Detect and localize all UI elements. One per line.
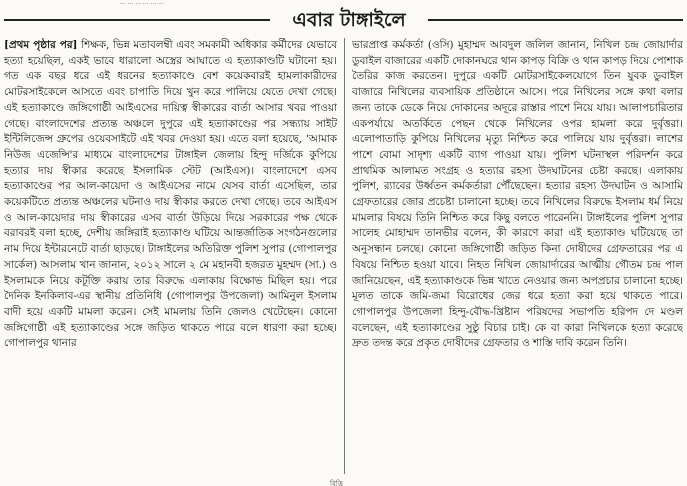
previous-article-strip [0, 0, 687, 6]
next-article-strip [0, 476, 687, 486]
article-column-right [352, 38, 683, 474]
next-article-text: বিত্তি [330, 480, 343, 486]
page-title: এবার টাঙ্গাইলে [292, 9, 406, 31]
headline-rule-right [428, 19, 683, 21]
headline-rule-left [4, 19, 270, 21]
article-column-left [4, 38, 337, 474]
left-column-text: শিক্ষক, ভিন্ন মতাবলম্বী এবং সমকামী অধিকার কর্মীদের যেভাবে হত্যা হয়েছিল, একই ভাবে ধারালো অস্ত্রের আঘাতে এ হত্যাকাণ্ডটি ঘটানো হয়। গত এক বছর ধরে এই ধরনের হত্যাকাণ্ডে বেশ কয়েকবারই হামলাকারীদের মোটরসাইকেলে আসতে এবং চাপাতি দিয়ে খুন করে পালিয়ে যেতে দেখা গেছে। এই হত্যাকাণ্ডে জঙ্গিগোষ্ঠী আইএসের দায়িত্ব স্বীকারের বার্তা আসার খবর পাওয়া গেছে। বাংলাদেশের প্রত্যন্ত অঞ্চলে দুপুরে এই হত্যাকাণ্ডের পর সন্ধ্যায় সাইট ইন্টিলিজেন্স গ্রুপের ওয়েবসাইটে এই খবর দেওয়া হয়। এতে বলা হয়েছে, 'আমাক নিউজ এজেন্সি'র মাধ্যমে বাংলাদেশের টাঙ্গাইল জেলায় হিন্দু দর্জিকে কুপিয়ে হত্যার দায় স্বীকার করেছে ইসলামিক স্টেট (আইএস)। বাংলাদেশে এসব হত্যাকাণ্ডের পর আল-কায়েদা ও আইএসের নামে যেসব বার্তা এসেছিল, তার কয়েকটিতে প্রত্যন্ত অঞ্চলের ঘটনাও দায় স্বীকার করতে দেখা গেছে। তবে আইএস ও আল-কায়েদার দায় স্বীকারের এসব বার্তা উড়িয়ে দিয়ে সরকারের পক্ষ থেকে বরাবরই বলা হচ্ছে, দেশীয় জঙ্গিরাই হত্যাকাণ্ড ঘটিয়ে আন্তর্জাতিক সংগঠনগুলোর নাম দিয়ে ইন্টারনেটে বার্তা ছাড়ছে। টাঙ্গাইলের অতিরিক্ত পুলিশ সুপার (গোপালপুর সার্কেল) আসলাম খান জানান, ২০১২ সালে ২ মে মহানবী হজরত মুহম্মদ (সা.) ও ইসলামকে নিয়ে কটূক্তি করায় তার বিরুদ্ধে এলাকায় বিক্ষোভ মিছিল হয়। পরে দৈনিক ইনকিলাব-এর স্থানীয় প্রতিনিধি (গোপালপুর উপজেলা) আমিনুল ইসলাম বাদী হয়ে একটি মামলা করেন। সেই মামলায় তিনি জেলও খেটেছেন। কোনো জঙ্গিগোষ্ঠী এই হত্যাকাণ্ডের সঙ্গে জড়িত থাকতে পারে বলে ধারণা করা হচ্ছে। গোপালপুর থানার [4, 39, 337, 350]
right-column-text: ভারপ্রাপ্ত কর্মকর্তা (ওসি) মুহাম্মদ আবদুল জলিল জানান, নিখিল চন্দ্র জোয়ার্দার ডুবাইল বাজারের একটি দোকানঘরে থান কাপড় বিক্রি ও থান কাপড় দিয়ে পোশাক তৈরির কাজ করতেন। দুপুরে একটি মোটরসাইকেলযোগে তিন যুবক ডুবাইল বাজারে নিখিলের ব্যবসায়িক প্রতিষ্ঠানে আসে। পরে নিখিলের সঙ্গে কথা বলার জন্য তাকে ডেকে নিয়ে দোকানের অদূরে রাস্তার পাশে নিয়ে যায়। আলাপচারিতার একপর্যায়ে অতর্কিতে পেছন থেকে নিখিলের ওপর হামলা করে দুর্বৃত্তরা। এলোপাতাড়ি কুপিয়ে নিখিলের মৃত্যু নিশ্চিত করে পালিয়ে যায় দুর্বৃত্তরা। লাশের পাশে বোমা সাদৃশ্য একটি ব্যাগ পাওয়া যায়। পুলিশ ঘটনাস্থল পরিদর্শন করে প্রাথমিক আলামত সংগ্রহ ও হত্যার রহস্য উদঘাটনের চেষ্টা করছে। এলাকায় পুলিশ, র‍্যাবের উর্ধ্বতন কর্মকর্তারা পৌঁছেছেন। হত্যার রহস্য উদঘাটন ও আসামি গ্রেফতারের জোর প্রচেষ্টা চালানো হচ্ছে। তবে নিখিলের বিরুদ্ধে ইসলাম ধর্ম নিয়ে মামলার বিষয়ে তিনি নিশ্চিত করে কিছু বলতে পারেননি। টাঙ্গাইলের পুলিশ সুপার সালেহ মোহাম্মদ তানভীর বলেন, কী কারণে কারা এই হত্যাকাণ্ড ঘটিয়েছে তা অনুসন্ধান চলছে। কোনো জঙ্গিগোষ্ঠী জড়িত কিনা দোষীদের গ্রেফতারের পর এ বিষয়ে নিশ্চিত হওয়া যাবে। নিহত নিখিল জোয়ার্দারের আত্মীয় গৌতম চন্দ্র পাল জানিয়েছেন, এই হত্যাকাণ্ডকে ভিন্ন খাতে নেওয়ার জন্য অপপ্রচার চালানো হচ্ছে। মূলত তাকে জমি-জমা বিরোধের জের ধরে হত্যা করা হয়ে থাকতে পারে। গোপালপুর উপজেলা হিন্দু-বৌদ্ধ-খ্রিষ্টান পরিষদের সভাপতি হরিপদ দে মণ্ডল বলেছেন, এই হত্যাকাণ্ডের সুষ্ঠু বিচার চাই। কে বা কারা নিখিলকে হত্যা করেছে দ্রুত তদন্ত করে প্রকৃত দোষীদের গ্রেফতার ও শাস্তি দাবি করেন তিনি। [352, 39, 683, 350]
previous-article-text: ... ... ... ... ... ... [120, 0, 164, 6]
headline-row [0, 7, 687, 33]
article-paragraph-left [4, 38, 337, 352]
continued-from-label: [প্রথম পৃষ্ঠার পর] [4, 39, 78, 51]
column-divider [344, 38, 345, 474]
